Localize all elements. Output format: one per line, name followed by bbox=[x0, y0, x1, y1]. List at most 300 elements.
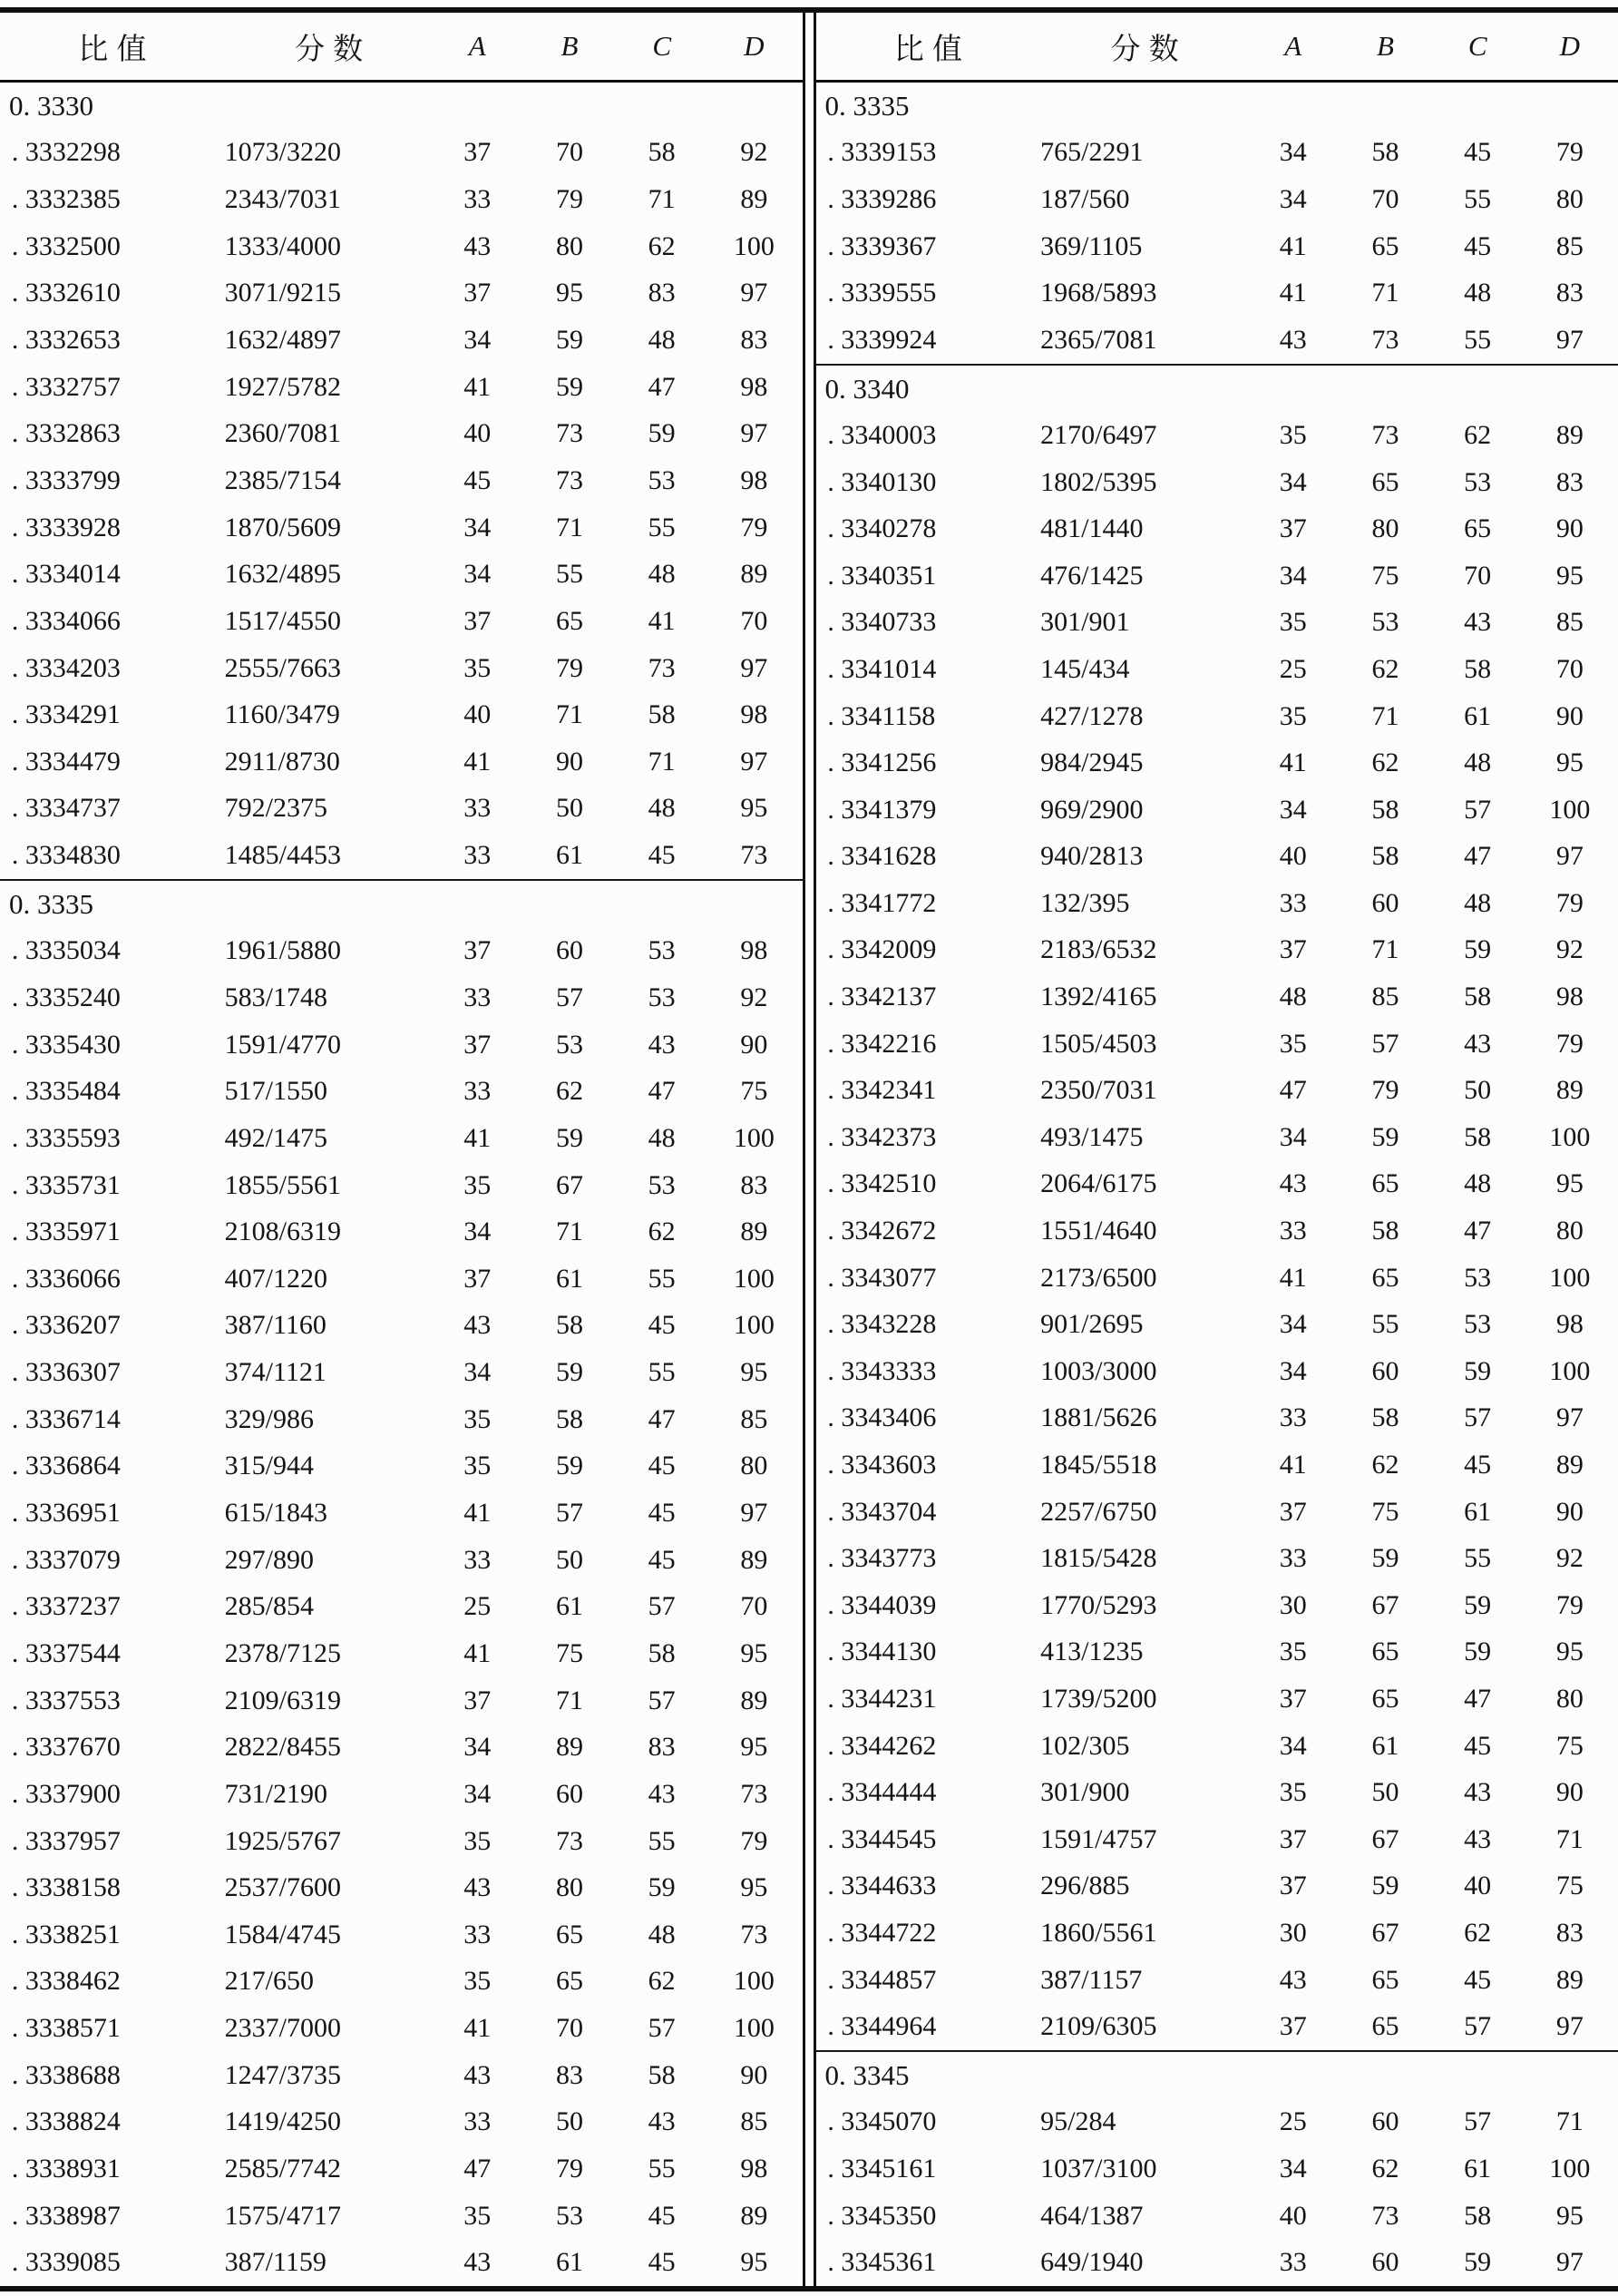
col-a-value: 43 bbox=[463, 1872, 492, 1903]
fraction-value: 315/944 bbox=[224, 1451, 314, 1481]
col-d-value: 97 bbox=[1555, 2011, 1584, 2042]
table-row bbox=[816, 973, 1618, 1021]
section-label: 0. 3335 bbox=[9, 887, 93, 920]
col-d-value: 92 bbox=[1555, 934, 1584, 965]
col-b-value: 71 bbox=[1371, 278, 1399, 308]
col-d-value: 90 bbox=[1555, 513, 1584, 544]
col-a-value: 25 bbox=[1279, 2106, 1307, 2137]
col-a-value: 47 bbox=[463, 2154, 492, 2184]
col-b-value: 65 bbox=[555, 605, 583, 636]
ratio-value: . 3337079 bbox=[11, 1544, 121, 1575]
fraction-value: 731/2190 bbox=[224, 1778, 327, 1809]
col-d-value: 79 bbox=[1555, 887, 1584, 918]
col-d-value: 95 bbox=[1555, 560, 1584, 591]
col-d-value: 98 bbox=[740, 699, 768, 730]
col-c-value: 55 bbox=[1464, 324, 1492, 355]
fraction-value: 3071/9215 bbox=[224, 278, 341, 308]
table-row bbox=[0, 551, 803, 598]
col-c-value: 61 bbox=[1464, 700, 1492, 731]
section-label: 0. 3330 bbox=[9, 90, 93, 122]
ratio-value: . 3333799 bbox=[11, 464, 121, 495]
table-row bbox=[816, 600, 1618, 647]
col-d-value: 100 bbox=[733, 1966, 775, 1997]
col-a-value: 30 bbox=[1279, 1917, 1307, 1948]
fraction-value: 2537/7600 bbox=[224, 1872, 341, 1903]
fraction-value: 2585/7742 bbox=[224, 2154, 341, 2184]
col-c-value: 53 bbox=[1464, 466, 1492, 497]
col-a-value: 34 bbox=[463, 325, 492, 356]
col-a-value: 35 bbox=[463, 1825, 492, 1856]
col-b-value: 71 bbox=[555, 699, 583, 730]
col-b-value: 83 bbox=[555, 2059, 583, 2090]
ratio-value: . 3332298 bbox=[11, 137, 121, 168]
table-row bbox=[0, 2005, 803, 2052]
col-a-value: 34 bbox=[1279, 2153, 1307, 2184]
col-c-value: 62 bbox=[1464, 419, 1492, 450]
fraction-value: 407/1220 bbox=[224, 1263, 327, 1294]
fraction-value: 2170/6497 bbox=[1040, 419, 1157, 450]
col-c-value: 47 bbox=[1464, 841, 1492, 872]
col-a-value: 37 bbox=[463, 1029, 492, 1060]
col-d-value: 97 bbox=[740, 278, 768, 308]
col-b-value: 53 bbox=[555, 1029, 583, 1060]
col-d-value: 100 bbox=[733, 230, 775, 261]
ratio-value: . 3344262 bbox=[827, 1730, 937, 1761]
col-b-value: 75 bbox=[555, 1637, 583, 1668]
fraction-value: 1881/5626 bbox=[1040, 1402, 1157, 1433]
col-b-value: 65 bbox=[1371, 1637, 1399, 1667]
fraction-value: 1575/4717 bbox=[224, 2200, 341, 2231]
col-c-value: 55 bbox=[1464, 1543, 1492, 1574]
col-a-value: 34 bbox=[1279, 560, 1307, 591]
col-b-value: 73 bbox=[555, 418, 583, 449]
fraction-value: 2109/6319 bbox=[224, 1685, 341, 1715]
fraction-value: 2365/7081 bbox=[1040, 324, 1157, 355]
table-row bbox=[0, 1537, 803, 1584]
col-a-value: 34 bbox=[463, 1216, 492, 1247]
col-b-value: 80 bbox=[555, 230, 583, 261]
col-c-value: 45 bbox=[648, 1544, 676, 1575]
table-row bbox=[0, 2239, 803, 2286]
col-b-value: 57 bbox=[1371, 1028, 1399, 1059]
fraction-value: 901/2695 bbox=[1040, 1309, 1144, 1340]
fraction-value: 492/1475 bbox=[224, 1122, 327, 1153]
table-row bbox=[0, 2193, 803, 2240]
ratio-value: . 3335240 bbox=[11, 982, 121, 1012]
col-b-value: 71 bbox=[555, 1216, 583, 1247]
col-b-value: 61 bbox=[555, 2247, 583, 2278]
ratio-value: . 3339367 bbox=[827, 230, 937, 261]
col-a-value: 41 bbox=[463, 746, 492, 777]
col-a-value: 40 bbox=[1279, 2200, 1307, 2231]
col-b-value: 57 bbox=[555, 982, 583, 1012]
col-d-value: 100 bbox=[733, 1263, 775, 1294]
table-row bbox=[0, 1255, 803, 1303]
col-c-value: 47 bbox=[1464, 1216, 1492, 1246]
col-d-value: 100 bbox=[733, 2013, 775, 2044]
ratio-column-header: 比值 bbox=[78, 33, 155, 66]
col-c-value: 59 bbox=[1464, 934, 1492, 965]
col-c-value: 47 bbox=[648, 1403, 676, 1434]
col-a-value: 33 bbox=[463, 2106, 492, 2137]
ratio-value: . 3339286 bbox=[827, 183, 937, 214]
col-d-value: 95 bbox=[740, 1732, 768, 1763]
col-b-value: 59 bbox=[555, 1451, 583, 1481]
col-d-value: 95 bbox=[740, 1872, 768, 1903]
fraction-value: 1927/5782 bbox=[224, 371, 341, 402]
ratio-value: . 3342510 bbox=[827, 1168, 937, 1199]
col-d-value: 98 bbox=[1555, 982, 1584, 1012]
col-a-value: 43 bbox=[463, 230, 492, 261]
col-d-value: 83 bbox=[740, 1169, 768, 1200]
table-panels bbox=[0, 13, 1618, 2286]
col-a-value: 41 bbox=[1279, 747, 1307, 778]
col-b-value: 55 bbox=[1371, 1309, 1399, 1340]
col-b-value: 95 bbox=[555, 278, 583, 308]
fraction-value: 1517/4550 bbox=[224, 605, 341, 636]
table-row bbox=[0, 974, 803, 1021]
left-table-panel bbox=[0, 13, 803, 2286]
col-a-value: 35 bbox=[463, 2200, 492, 2231]
col-b-value: 50 bbox=[555, 2106, 583, 2137]
table-row bbox=[816, 1255, 1618, 1302]
col-c-value: 55 bbox=[1464, 183, 1492, 214]
col-c-value: 48 bbox=[1464, 747, 1492, 778]
col-b-value: 60 bbox=[1371, 887, 1399, 918]
col-d-value: 97 bbox=[740, 418, 768, 449]
col-c-value: 59 bbox=[648, 418, 676, 449]
fraction-value: 984/2945 bbox=[1040, 747, 1144, 778]
table-row bbox=[816, 1489, 1618, 1536]
ratio-value: . 3337900 bbox=[11, 1778, 121, 1809]
ratio-value: . 3338571 bbox=[11, 2013, 121, 2044]
ratio-value: . 3343704 bbox=[827, 1496, 937, 1527]
fraction-value: 1632/4895 bbox=[224, 559, 341, 590]
col-a-value: 34 bbox=[1279, 1355, 1307, 1386]
col-c-value: 58 bbox=[1464, 1121, 1492, 1152]
column-header-row bbox=[816, 13, 1618, 83]
col-c-value: 53 bbox=[648, 935, 676, 966]
col-a-value: 37 bbox=[1279, 1871, 1307, 1901]
section-header-row bbox=[816, 364, 1618, 413]
col-a-value: 41 bbox=[463, 1498, 492, 1529]
col-b-value: 61 bbox=[555, 1591, 583, 1622]
col-a-value: 33 bbox=[463, 840, 492, 871]
col-c-value: 45 bbox=[648, 2247, 676, 2278]
fraction-value: 132/395 bbox=[1040, 887, 1130, 918]
col-d-value: 89 bbox=[740, 1216, 768, 1247]
table-row bbox=[816, 787, 1618, 834]
ratio-value: . 3337237 bbox=[11, 1591, 121, 1622]
fraction-value: 1845/5518 bbox=[1040, 1450, 1157, 1480]
col-b-value: 79 bbox=[555, 2154, 583, 2184]
col-a-value: 33 bbox=[1279, 2247, 1307, 2278]
col-a-value: 41 bbox=[1279, 1450, 1307, 1480]
col-a-value: 35 bbox=[463, 1169, 492, 1200]
col-a-value: 34 bbox=[463, 1357, 492, 1388]
ratio-value: . 3338931 bbox=[11, 2154, 121, 2184]
table-row bbox=[0, 2052, 803, 2099]
col-c-value: 65 bbox=[1464, 513, 1492, 544]
col-d-value: 79 bbox=[740, 512, 768, 542]
col-b-value: 75 bbox=[1371, 560, 1399, 591]
ratio-value: . 3344857 bbox=[827, 1964, 937, 1995]
fraction-value: 387/1159 bbox=[224, 2247, 327, 2278]
col-d-value: 97 bbox=[1555, 1402, 1584, 1433]
col-d-value: 95 bbox=[740, 793, 768, 824]
col-b-value: 62 bbox=[555, 1076, 583, 1107]
col-d-value: 75 bbox=[740, 1076, 768, 1107]
fraction-value: 217/650 bbox=[224, 1966, 314, 1997]
ratio-value: . 3342137 bbox=[827, 982, 937, 1012]
table-row bbox=[0, 1584, 803, 1631]
table-row bbox=[0, 1959, 803, 2006]
col-a-value: 33 bbox=[463, 793, 492, 824]
col-d-value: 98 bbox=[740, 935, 768, 966]
table-row bbox=[816, 2003, 1618, 2050]
table-row bbox=[816, 269, 1618, 317]
col-c-value: 55 bbox=[648, 2154, 676, 2184]
ratio-value: . 3341628 bbox=[827, 841, 937, 872]
col-a-value: 43 bbox=[1279, 1964, 1307, 1995]
col-c-value: 58 bbox=[648, 137, 676, 168]
fraction-value: 2911/8730 bbox=[224, 746, 340, 777]
fraction-value: 2183/6532 bbox=[1040, 934, 1157, 965]
col-a-value: 43 bbox=[1279, 324, 1307, 355]
col-b-value: 73 bbox=[1371, 419, 1399, 450]
col-c-value: 40 bbox=[1464, 1871, 1492, 1901]
fraction-value: 1802/5395 bbox=[1040, 466, 1157, 497]
col-b-value: 70 bbox=[555, 137, 583, 168]
ratio-value: . 3345161 bbox=[827, 2153, 937, 2184]
col-b-value: 67 bbox=[555, 1169, 583, 1200]
ratio-value: . 3332653 bbox=[11, 325, 121, 356]
col-d-value: 89 bbox=[740, 1544, 768, 1575]
col-d-value: 90 bbox=[1555, 700, 1584, 731]
col-a-value: 35 bbox=[1279, 1777, 1307, 1808]
fraction-value: 649/1940 bbox=[1040, 2247, 1144, 2278]
right-table-body bbox=[816, 83, 1618, 2286]
table-row bbox=[816, 834, 1618, 881]
table-row bbox=[0, 832, 803, 879]
section-header-row bbox=[0, 83, 803, 130]
fraction-value: 374/1121 bbox=[224, 1357, 327, 1388]
col-d-header: D bbox=[1559, 30, 1581, 62]
col-c-value: 71 bbox=[648, 746, 676, 777]
col-c-value: 45 bbox=[648, 1498, 676, 1529]
ratio-value: . 3341772 bbox=[827, 887, 937, 918]
col-c-value: 58 bbox=[648, 2059, 676, 2090]
col-c-value: 48 bbox=[648, 1122, 676, 1153]
table-row bbox=[816, 1769, 1618, 1816]
col-d-value: 89 bbox=[740, 184, 768, 215]
col-d-value: 95 bbox=[740, 1357, 768, 1388]
col-a-value: 35 bbox=[1279, 419, 1307, 450]
col-c-value: 43 bbox=[648, 2106, 676, 2137]
col-c-value: 62 bbox=[648, 1216, 676, 1247]
col-b-value: 73 bbox=[1371, 2200, 1399, 2231]
table-row bbox=[816, 1067, 1618, 1114]
fraction-value: 369/1105 bbox=[1040, 230, 1143, 261]
col-a-header: A bbox=[468, 30, 486, 62]
fraction-value: 1073/3220 bbox=[224, 137, 341, 168]
ratio-value: . 3345070 bbox=[827, 2106, 937, 2137]
table-row bbox=[0, 176, 803, 223]
fraction-value: 187/560 bbox=[1040, 183, 1130, 214]
fraction-value: 2064/6175 bbox=[1040, 1168, 1157, 1199]
ratio-value: . 3334737 bbox=[11, 793, 121, 824]
col-b-value: 58 bbox=[1371, 794, 1399, 825]
col-b-value: 59 bbox=[555, 1357, 583, 1388]
ratio-value: . 3332610 bbox=[11, 278, 121, 308]
col-a-header: A bbox=[1284, 30, 1302, 62]
col-b-value: 50 bbox=[555, 793, 583, 824]
col-b-value: 73 bbox=[1371, 324, 1399, 355]
ratio-value: . 3339153 bbox=[827, 137, 937, 168]
table-row bbox=[816, 693, 1618, 740]
table-row bbox=[816, 1816, 1618, 1863]
col-a-value: 33 bbox=[463, 1076, 492, 1107]
col-c-value: 59 bbox=[1464, 2247, 1492, 2278]
col-b-value: 65 bbox=[1371, 1683, 1399, 1714]
fraction-value: 1551/4640 bbox=[1040, 1216, 1157, 1246]
col-d-value: 85 bbox=[1555, 607, 1584, 638]
col-a-value: 34 bbox=[1279, 183, 1307, 214]
ratio-value: . 3341014 bbox=[827, 653, 937, 684]
ratio-value: . 3343603 bbox=[827, 1450, 937, 1480]
ratio-value: . 3344722 bbox=[827, 1917, 937, 1948]
col-c-value: 73 bbox=[648, 652, 676, 683]
col-c-value: 53 bbox=[648, 1169, 676, 1200]
fraction-value: 145/434 bbox=[1040, 653, 1130, 684]
col-a-value: 33 bbox=[463, 184, 492, 215]
fraction-value: 1770/5293 bbox=[1040, 1589, 1157, 1620]
col-b-value: 65 bbox=[1371, 466, 1399, 497]
col-c-value: 45 bbox=[1464, 1730, 1492, 1761]
col-b-value: 60 bbox=[1371, 1355, 1399, 1386]
ratio-value: . 3335034 bbox=[11, 935, 121, 966]
col-b-value: 59 bbox=[1371, 1543, 1399, 1574]
col-d-value: 89 bbox=[740, 2200, 768, 2231]
col-b-header: B bbox=[1377, 30, 1394, 62]
ratio-value: . 3342373 bbox=[827, 1121, 937, 1152]
table-row bbox=[0, 1115, 803, 1162]
table-row bbox=[0, 1162, 803, 1209]
ratio-value: . 3332500 bbox=[11, 230, 121, 261]
ratio-value: . 3332863 bbox=[11, 418, 121, 449]
fraction-value: 102/305 bbox=[1040, 1730, 1130, 1761]
ratio-value: . 3343773 bbox=[827, 1543, 937, 1574]
table-row bbox=[0, 2145, 803, 2193]
col-a-value: 33 bbox=[463, 1919, 492, 1949]
fraction-value: 1160/3479 bbox=[224, 699, 340, 730]
col-c-value: 57 bbox=[1464, 794, 1492, 825]
table-row bbox=[816, 505, 1618, 552]
col-c-value: 45 bbox=[648, 1451, 676, 1481]
table-row bbox=[816, 1301, 1618, 1348]
ratio-value: . 3337670 bbox=[11, 1732, 121, 1763]
col-a-value: 48 bbox=[1279, 982, 1307, 1012]
table-row bbox=[816, 1441, 1618, 1489]
ratio-value: . 3332385 bbox=[11, 184, 121, 215]
col-a-value: 37 bbox=[1279, 2011, 1307, 2042]
ratio-value: . 3334203 bbox=[11, 652, 121, 683]
col-d-value: 89 bbox=[1555, 419, 1584, 450]
col-a-value: 40 bbox=[1279, 841, 1307, 872]
col-a-value: 40 bbox=[463, 699, 492, 730]
col-b-value: 65 bbox=[1371, 1964, 1399, 1995]
col-c-value: 55 bbox=[648, 1825, 676, 1856]
col-a-value: 34 bbox=[1279, 137, 1307, 168]
right-table-panel bbox=[816, 13, 1618, 2286]
ratio-value: . 3342672 bbox=[827, 1216, 937, 1246]
col-b-value: 70 bbox=[1371, 183, 1399, 214]
ratio-value: . 3341379 bbox=[827, 794, 937, 825]
ratio-value: . 3336207 bbox=[11, 1310, 121, 1341]
col-c-value: 41 bbox=[648, 605, 676, 636]
table-row bbox=[0, 1677, 803, 1724]
fraction-column-header: 分数 bbox=[295, 33, 372, 66]
col-a-value: 43 bbox=[463, 1310, 492, 1341]
col-c-value: 45 bbox=[648, 1310, 676, 1341]
table-row bbox=[0, 364, 803, 411]
col-c-value: 48 bbox=[648, 793, 676, 824]
ratio-column-header: 比值 bbox=[893, 33, 971, 66]
fraction-value: 297/890 bbox=[224, 1544, 314, 1575]
col-d-value: 92 bbox=[740, 137, 768, 168]
col-b-value: 89 bbox=[555, 1732, 583, 1763]
col-b-value: 60 bbox=[555, 1778, 583, 1809]
table-row bbox=[816, 1021, 1618, 1068]
col-d-value: 90 bbox=[740, 1029, 768, 1060]
col-b-value: 65 bbox=[555, 1919, 583, 1949]
table-row bbox=[816, 1910, 1618, 1957]
col-b-value: 73 bbox=[555, 1825, 583, 1856]
col-b-value: 62 bbox=[1371, 2153, 1399, 2184]
col-c-value: 45 bbox=[648, 840, 676, 871]
col-b-value: 50 bbox=[555, 1544, 583, 1575]
table-row bbox=[816, 1629, 1618, 1676]
col-b-value: 58 bbox=[1371, 1402, 1399, 1433]
fraction-value: 329/986 bbox=[224, 1403, 314, 1434]
fraction-value: 1968/5893 bbox=[1040, 278, 1157, 308]
ratio-value: . 3334014 bbox=[11, 559, 121, 590]
bottom-border-rule bbox=[0, 2286, 1618, 2291]
col-d-value: 90 bbox=[1555, 1496, 1584, 1527]
col-c-value: 43 bbox=[1464, 1823, 1492, 1854]
col-d-value: 100 bbox=[1549, 1121, 1591, 1152]
col-a-value: 34 bbox=[1279, 466, 1307, 497]
col-a-value: 33 bbox=[1279, 887, 1307, 918]
col-b-value: 60 bbox=[1371, 2247, 1399, 2278]
ratio-value: . 3345350 bbox=[827, 2200, 937, 2231]
col-b-value: 65 bbox=[1371, 230, 1399, 261]
col-b-value: 65 bbox=[1371, 1262, 1399, 1293]
col-b-value: 71 bbox=[1371, 700, 1399, 731]
col-d-value: 73 bbox=[740, 1919, 768, 1949]
col-c-value: 58 bbox=[1464, 2200, 1492, 2231]
col-b-value: 59 bbox=[555, 371, 583, 402]
table-row bbox=[816, 927, 1618, 974]
col-a-value: 41 bbox=[463, 371, 492, 402]
col-c-value: 58 bbox=[1464, 982, 1492, 1012]
ratio-value: . 3332757 bbox=[11, 371, 121, 402]
ratio-value: . 3345361 bbox=[827, 2247, 937, 2278]
ratio-value: . 3340003 bbox=[827, 419, 937, 450]
col-b-value: 60 bbox=[555, 935, 583, 966]
col-b-value: 65 bbox=[1371, 2011, 1399, 2042]
col-c-value: 57 bbox=[1464, 2011, 1492, 2042]
